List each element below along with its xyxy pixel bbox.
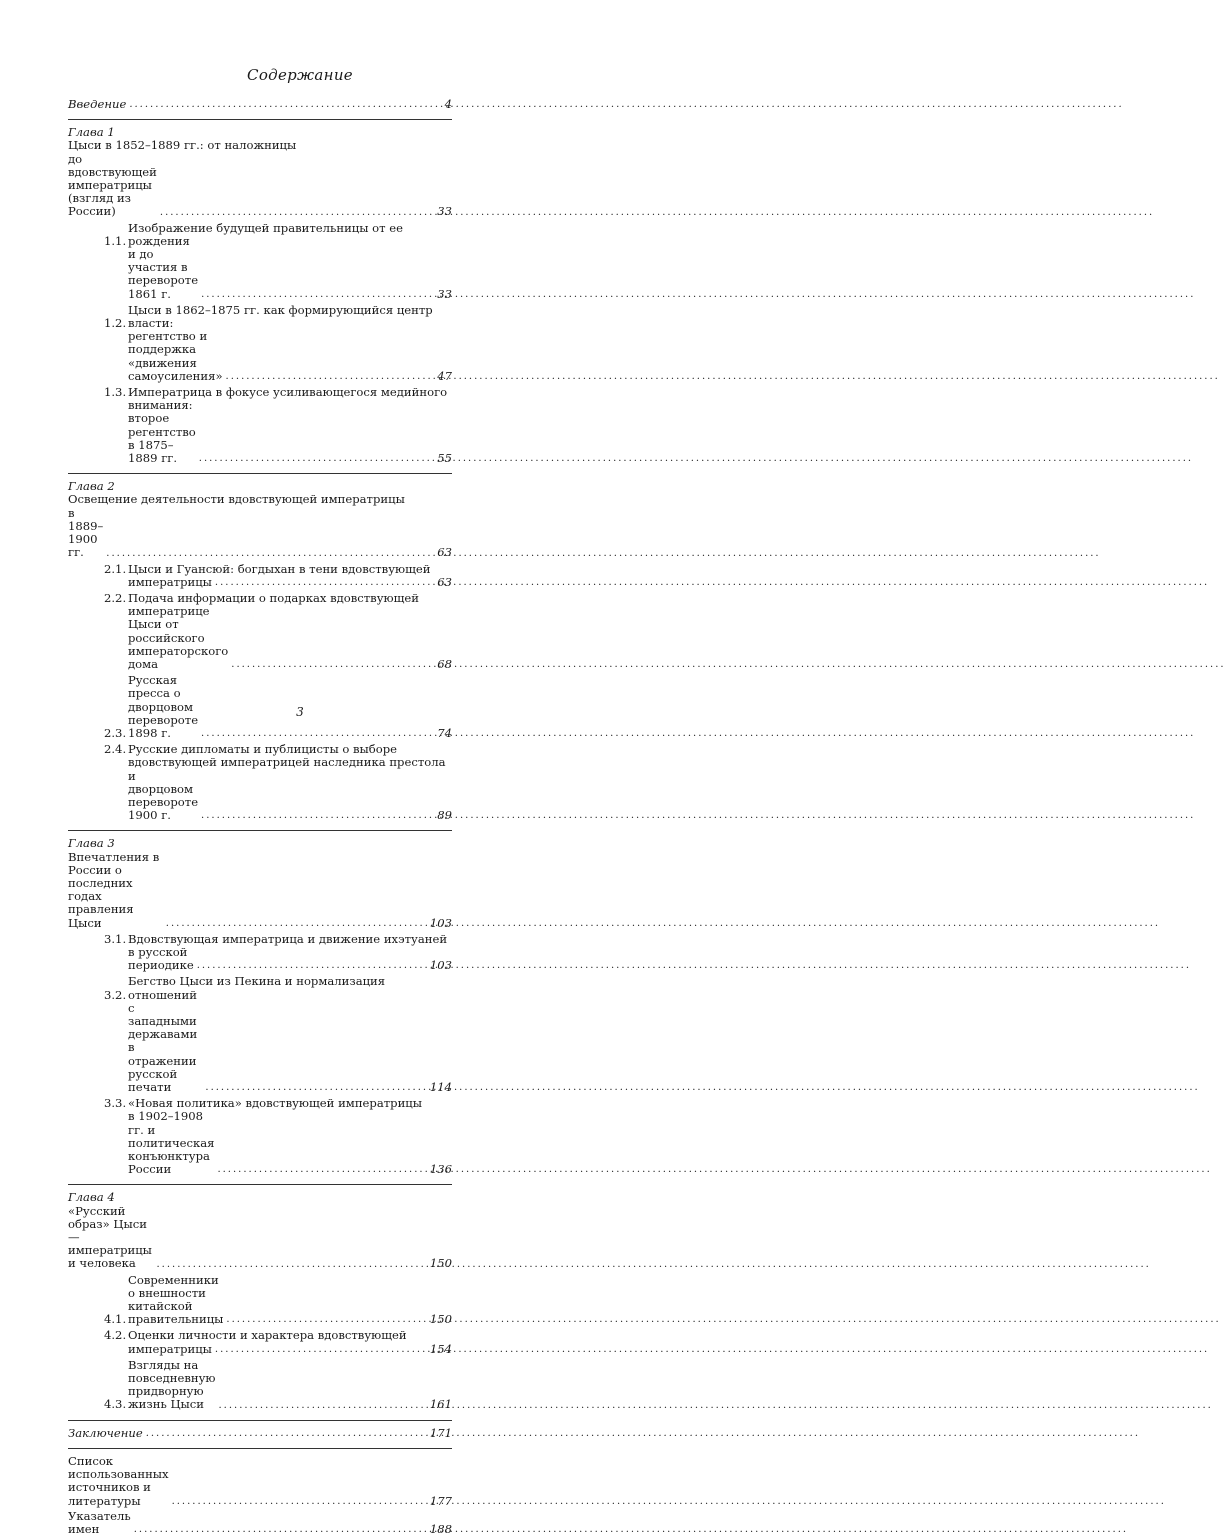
dot-leader xyxy=(215,1344,427,1356)
toc-entry-chapter[interactable] xyxy=(68,139,452,218)
chapter-title-line: в 1889–1900 гг. xyxy=(68,505,104,560)
section-title-line: в 1902–1908 гг. и политическая конъюнктура России xyxy=(128,1109,215,1177)
toc-entry-section[interactable] xyxy=(68,563,452,589)
entry-label: Введение xyxy=(68,97,127,111)
page-number: 63 xyxy=(437,545,452,560)
entry-label: Список использованных источников и литературы xyxy=(68,1453,169,1508)
section-title-line: «Новая политика» вдовствующей императрицы xyxy=(128,1096,422,1111)
toc-entry-conclusion[interactable] xyxy=(68,1427,452,1440)
dot-leader xyxy=(217,1164,426,1176)
section-number: 1.2. xyxy=(104,316,127,331)
divider xyxy=(68,1420,452,1421)
section-number: 2.2. xyxy=(104,590,127,605)
section-number: 1.3. xyxy=(104,385,127,400)
section-title-line: Цыси и Гуансюй: богдыхан в тени вдовствующей xyxy=(128,561,431,576)
chapter-title-line: Впечатления в России о последних годах правления Цыси xyxy=(68,849,160,930)
toc-entry-sources[interactable] xyxy=(68,1455,452,1508)
page-number: 188 xyxy=(429,1521,452,1536)
section-line xyxy=(104,1359,452,1412)
chapter-title-line: «Русский образ» Цыси — императрицы и человека xyxy=(68,1203,152,1271)
chapter-title-row xyxy=(68,1205,452,1271)
page-number-footer: 3 xyxy=(296,705,304,719)
page-number: 150 xyxy=(429,1312,452,1327)
toc-entry-introduction[interactable] xyxy=(68,98,452,111)
toc-entry-chapter[interactable] xyxy=(68,851,452,930)
section-title-line: императрицы xyxy=(128,1341,212,1356)
toc-entry-section[interactable] xyxy=(68,222,452,301)
section-line xyxy=(104,330,452,383)
toc-entry-section[interactable] xyxy=(68,975,452,1094)
section-title-line: Вдовствующая императрица и движение ихэтуаней xyxy=(128,931,448,946)
section-number: 4.1. xyxy=(104,1312,127,1327)
chapter-title-row xyxy=(68,851,452,930)
chapter-title-line: Освещение деятельности вдовствующей императрицы xyxy=(68,492,405,507)
section-title-line: Подача информации о подарках вдовствующей xyxy=(128,590,419,605)
section-line xyxy=(104,304,452,330)
section-title-line: вдовствующей императрицей наследника престола xyxy=(128,755,446,770)
section-title-line: регентство и поддержка «движения самоусиления» xyxy=(128,329,223,383)
section-line xyxy=(104,770,452,823)
dot-leader xyxy=(226,371,431,383)
section-title-line: и до участия в перевороте 1861 г. xyxy=(128,247,199,301)
page-number: 136 xyxy=(429,1162,452,1177)
section-title-line: с западными державами в отражении русской печати xyxy=(128,1000,198,1095)
toc-entry-section[interactable] xyxy=(68,1097,452,1176)
section-number: 4.3. xyxy=(104,1397,127,1412)
section-number: 4.2. xyxy=(104,1328,127,1343)
toc-entry-section[interactable] xyxy=(68,1274,452,1327)
page-number: 47 xyxy=(437,368,452,383)
dot-leader xyxy=(106,548,431,560)
toc-entry-section[interactable] xyxy=(68,304,452,383)
divider xyxy=(68,1448,452,1449)
dot-leader xyxy=(134,1524,427,1536)
chapter-title-line: до вдовствующей императрицы (взгляд из России) xyxy=(68,151,157,219)
section-title-line: Бегство Цыси из Пекина и нормализация отношений xyxy=(128,974,386,1002)
page-number: 4 xyxy=(444,97,452,111)
dot-leader xyxy=(201,810,431,822)
section-line xyxy=(104,1274,452,1327)
dot-leader xyxy=(226,1314,426,1326)
divider xyxy=(68,473,452,474)
divider xyxy=(68,1184,452,1185)
section-line xyxy=(104,1329,452,1342)
section-title-line: Современники о внешности китайской правительницы xyxy=(128,1272,224,1327)
section-line xyxy=(104,248,452,301)
section-line xyxy=(104,933,452,946)
section-title-line: Русские дипломаты и публицисты о выборе xyxy=(128,742,398,757)
dot-leader xyxy=(172,1496,427,1508)
page-number: 33 xyxy=(437,204,452,219)
table-of-contents xyxy=(68,98,452,1536)
section-line xyxy=(104,975,452,1001)
page-number: 89 xyxy=(437,808,452,823)
section-line xyxy=(104,1110,452,1176)
section-line xyxy=(104,605,452,671)
section-line xyxy=(104,222,452,248)
page-number: 154 xyxy=(429,1341,452,1356)
toc-entry-chapter[interactable] xyxy=(68,493,452,559)
toc-entry-section[interactable] xyxy=(68,1359,452,1412)
toc-entry-section[interactable] xyxy=(68,743,452,822)
page-number: 150 xyxy=(429,1256,452,1271)
section-number: 3.1. xyxy=(104,931,127,946)
chapter-heading: Глава 3 xyxy=(68,836,115,851)
section-title-line: императрицы xyxy=(128,574,212,589)
section-title-line: Оценки личности и характера вдовствующей xyxy=(128,1328,407,1343)
toc-entry-section[interactable] xyxy=(68,933,452,973)
dot-leader xyxy=(199,453,431,465)
section-title-line: Русская пресса о дворцовом перевороте 1898 г. xyxy=(128,673,199,740)
chapters-list xyxy=(68,126,452,1411)
section-title-line: Взгляды на повседневную придворную жизнь Цыси xyxy=(128,1357,216,1412)
section-number: 1.1. xyxy=(104,233,127,248)
chapter-title-row xyxy=(68,507,452,560)
divider xyxy=(68,830,452,831)
dot-leader xyxy=(157,1259,427,1271)
section-line xyxy=(104,1343,452,1356)
page-title: Содержание xyxy=(247,66,353,84)
section-number: 2.4. xyxy=(104,742,127,757)
page-number: 63 xyxy=(437,574,452,589)
dot-leader xyxy=(205,1082,426,1094)
page-number: 177 xyxy=(429,1493,452,1508)
entry-label: Заключение xyxy=(68,1425,143,1440)
dot-leader xyxy=(201,728,431,740)
dot-leader xyxy=(201,289,431,301)
toc-entry-section[interactable] xyxy=(68,592,452,671)
section-line xyxy=(104,946,452,972)
dot-leader xyxy=(129,99,431,111)
page-number: 33 xyxy=(437,286,452,301)
section-title-line: Цыси в 1862–1875 гг. как формирующийся центр власти: xyxy=(128,302,433,331)
section-title-line: императрице Цыси от российского императорского дома xyxy=(128,604,229,671)
dot-leader xyxy=(166,918,427,930)
chapter-heading: Глава 4 xyxy=(68,1190,115,1205)
entry-label: Указатель имен xyxy=(68,1508,131,1536)
section-line xyxy=(104,563,452,576)
section-line xyxy=(104,756,452,769)
chapter-heading: Глава 2 xyxy=(68,479,115,494)
section-number: 3.2. xyxy=(104,987,127,1002)
page-number: 103 xyxy=(429,915,452,930)
page-number: 68 xyxy=(437,656,452,671)
chapter-block xyxy=(68,480,452,822)
page-number: 74 xyxy=(437,725,452,740)
toc-entry-chapter[interactable] xyxy=(68,1205,452,1271)
section-line xyxy=(104,576,452,589)
chapter-block xyxy=(68,837,452,1176)
dot-leader xyxy=(215,577,431,589)
section-title-line: в русской периодике xyxy=(128,944,194,973)
section-number: 3.3. xyxy=(104,1096,127,1111)
page-number: 161 xyxy=(429,1397,452,1412)
chapter-title-row xyxy=(68,153,452,219)
chapter-heading: Глава 1 xyxy=(68,125,115,140)
dot-leader xyxy=(231,659,431,671)
toc-entry-section[interactable] xyxy=(68,386,452,465)
section-title-line: Императрица в фокусе усиливающегося медийного xyxy=(128,385,448,400)
chapter-title-line: Цыси в 1852–1889 гг.: от наложницы xyxy=(68,138,297,153)
page-number: 103 xyxy=(429,958,452,973)
section-title-line: и дворцовом перевороте 1900 г. xyxy=(128,768,199,823)
divider xyxy=(68,119,452,120)
dot-leader xyxy=(197,960,427,972)
chapter-block xyxy=(68,126,452,465)
dot-leader xyxy=(218,1400,426,1412)
page-number: 114 xyxy=(429,1080,452,1095)
dot-leader xyxy=(160,207,431,219)
page-number: 171 xyxy=(429,1425,452,1440)
section-title-line: Изображение будущей правительницы от ее рождения xyxy=(128,220,403,248)
chapter-block xyxy=(68,1191,452,1411)
toc-entry-index[interactable] xyxy=(68,1510,452,1536)
section-number: 2.1. xyxy=(104,561,127,576)
section-number: 2.3. xyxy=(104,725,127,740)
section-title-line: внимания: второе регентство в 1875–1889 гг. xyxy=(128,398,196,466)
toc-entry-section[interactable] xyxy=(68,1329,452,1355)
dot-leader xyxy=(146,1428,427,1440)
page-number: 55 xyxy=(437,451,452,466)
section-line xyxy=(104,399,452,465)
section-line xyxy=(104,1002,452,1094)
